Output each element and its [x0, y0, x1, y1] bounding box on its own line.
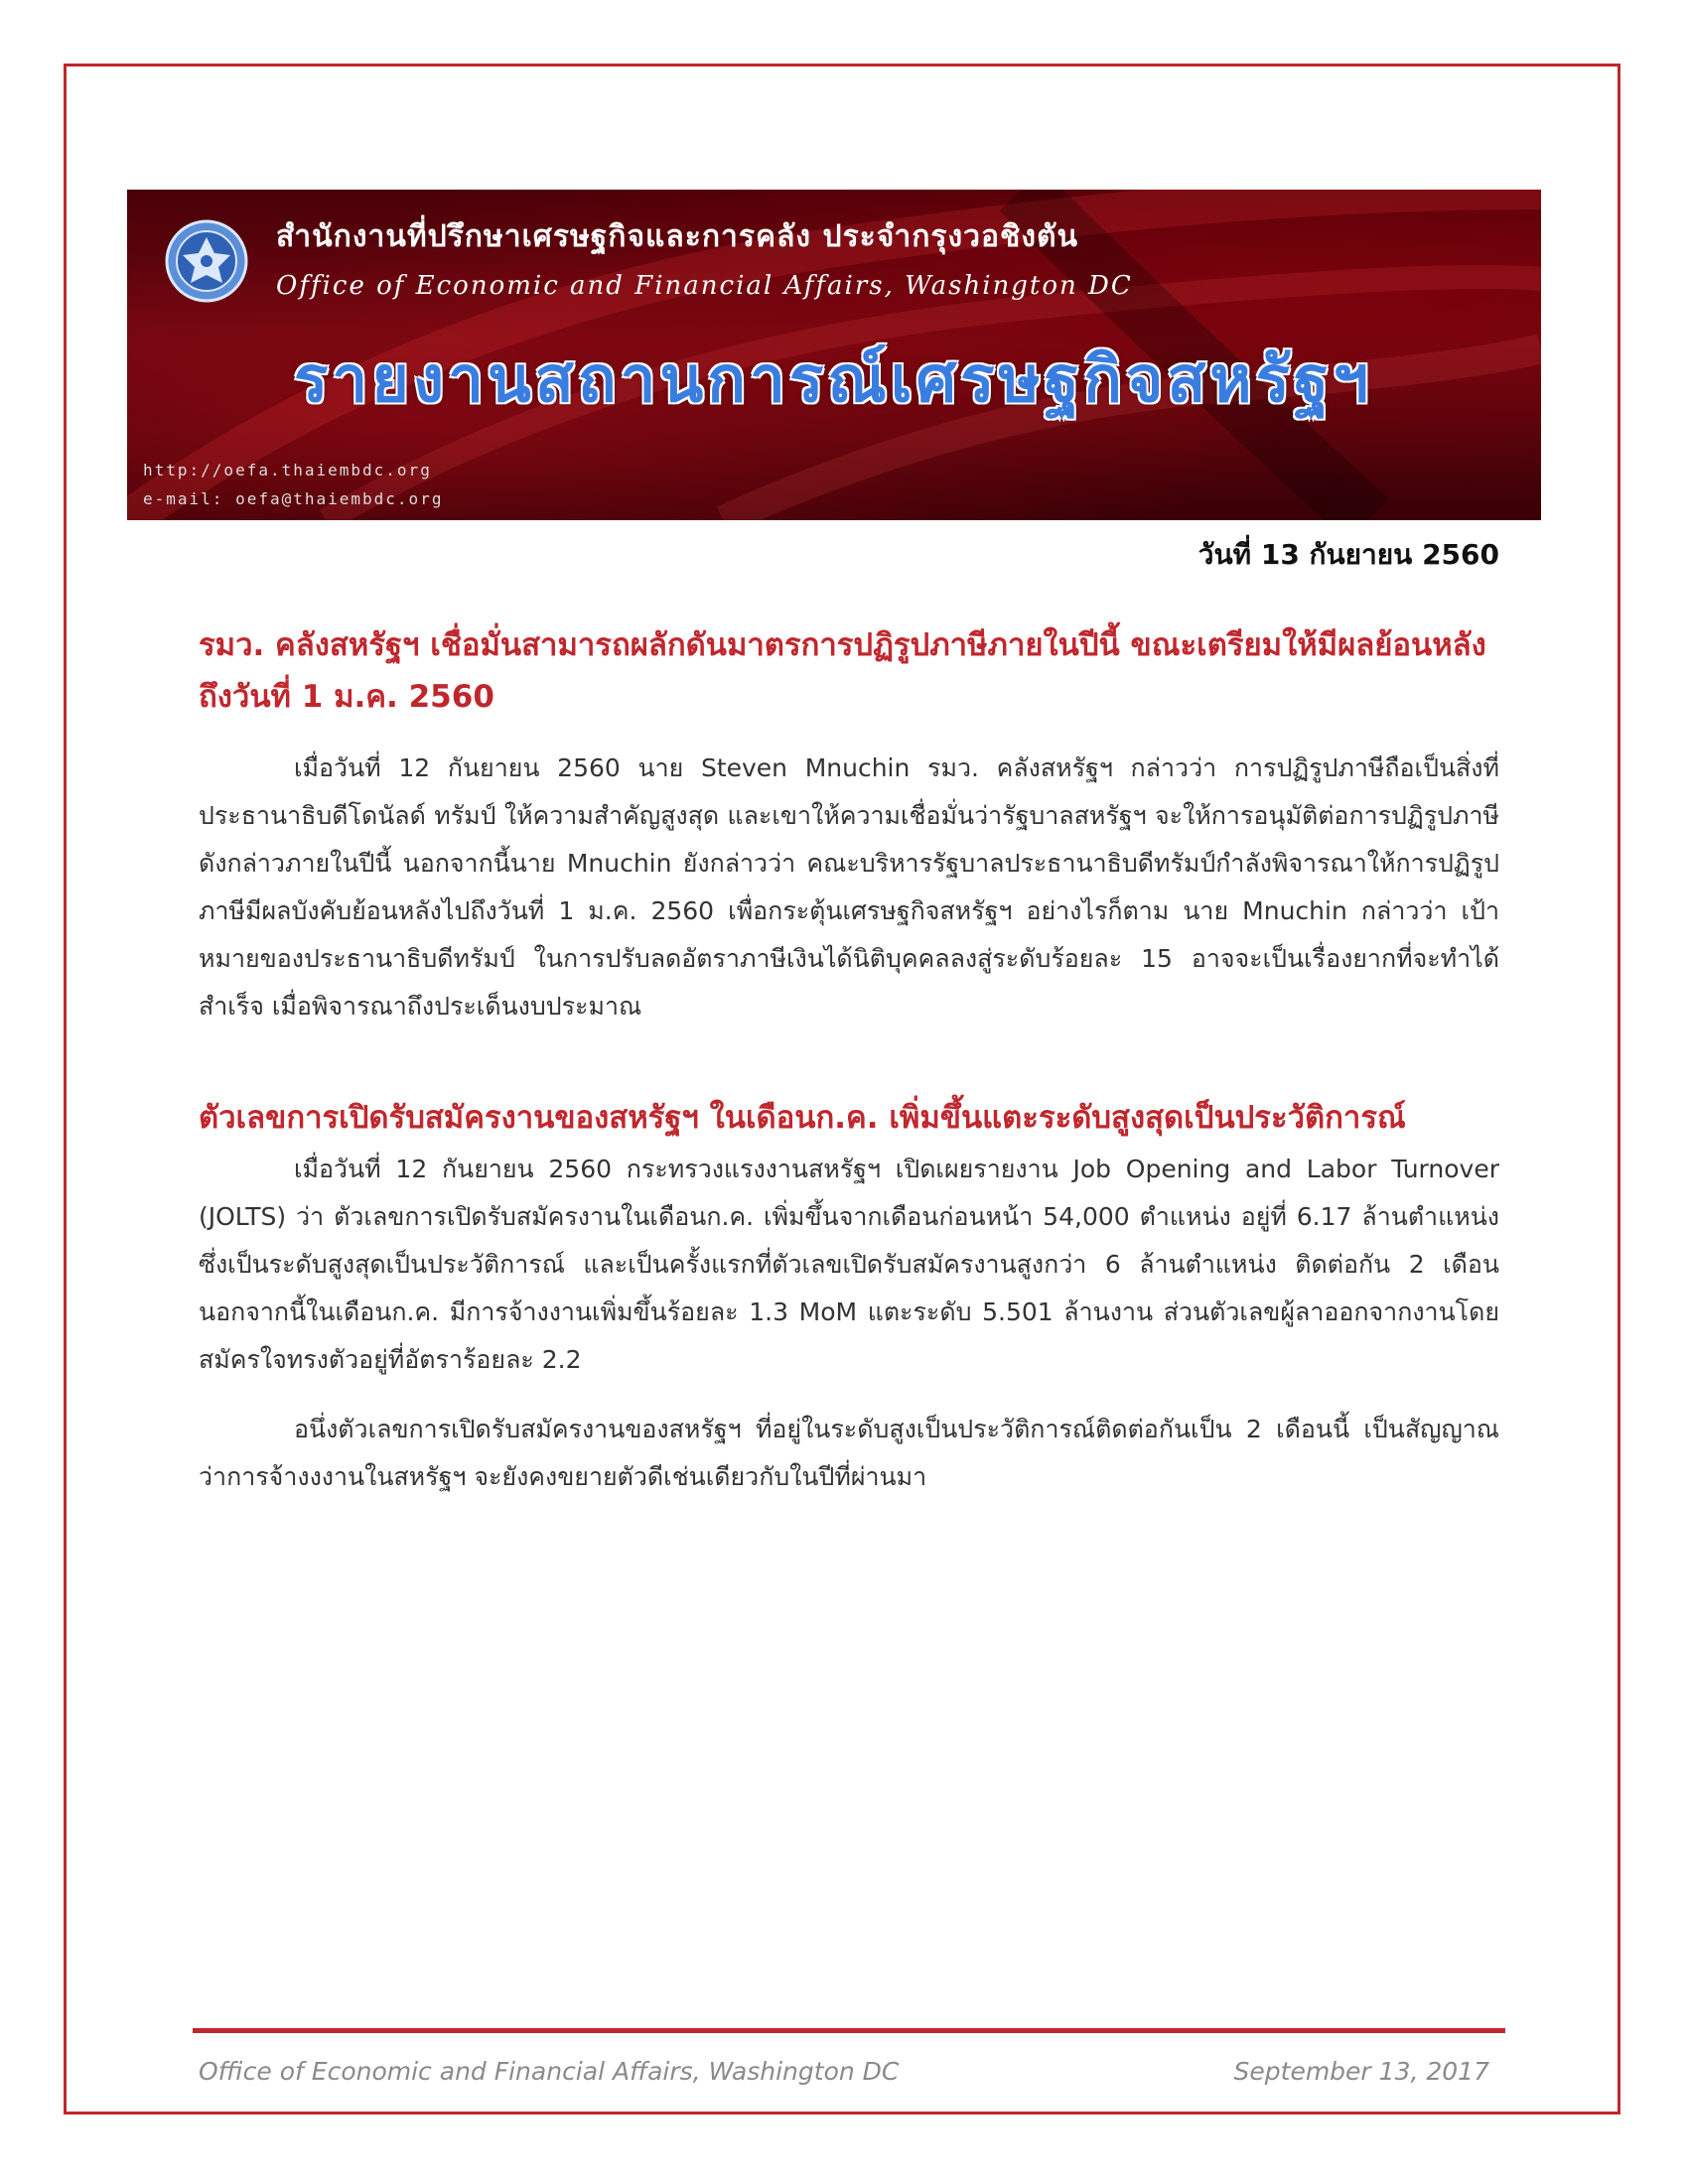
- article-headline: รมว. คลังสหรัฐฯ เชื่อมั่นสามารถผลักดันมาตรการปฏิรูปภาษีภายในปีนี้ ขณะเตรียมให้มีผลย้อนหลังถึงวันที่ 1 ม.ค. 2560: [199, 627, 1486, 715]
- report-date: วันที่ 13 กันยายน 2560: [1197, 538, 1499, 571]
- footer-date: September 13, 2017: [1233, 2057, 1489, 2086]
- banner-email[interactable]: e-mail: oefa@thaiembdc.org: [143, 489, 444, 508]
- article-paragraph: อนึ่งตัวเลขการเปิดรับสมัครงานของสหรัฐฯ ที่อยู่ในระดับสูงเป็นประวัติการณ์ติดต่อกันเป็น 2 เดือนนี้ เป็นสัญญาณว่าการจ้างงงานในสหรัฐฯ จะยังคงขยายตัวดีเช่นเดียวกับในปีที่ผ่านมา: [199, 1415, 1499, 1491]
- footer-divider: [193, 2028, 1505, 2033]
- garuda-emblem-icon: [163, 217, 250, 305]
- banner-website-url[interactable]: http://oefa.thaiembdc.org: [143, 461, 432, 479]
- header-banner: [127, 190, 1541, 520]
- article-paragraph: เมื่อวันที่ 12 กันยายน 2560 นาย Steven Mnuchin รมว. คลังสหรัฐฯ กล่าวว่า การปฏิรูปภาษีถือเป็นสิ่งที่ประธานาธิบดีโดนัลด์ ทรัมป์ ให้ความสำคัญสูงสุด และเขาให้ความเชื่อมั่นว่ารัฐบาลสหรัฐฯ จะให้การอนุมัติต่อการปฏิรูปภาษีดังกล่าวภายในปีนี้ นอกจากนี้นาย Mnuchin ยังกล่าวว่า คณะบริหารรัฐบาลประธานาธิบดีทรัมป์กำลังพิจารณาให้การปฏิรูปภาษีมีผลบังคับย้อนหลังไปถึงวันที่ 1 ม.ค. 2560 เพื่อกระตุ้นเศรษฐกิจสหรัฐฯ อย่างไรก็ตาม นาย Mnuchin กล่าวว่า เป้าหมายของประธานาธิบดีทรัมป์ ในการปรับลดอัตราภาษีเงินได้นิติบุคคลลงสู่ระดับร้อยละ 15 อาจจะเป็นเรื่องยากที่จะทำได้สำเร็จ เมื่อพิจารณาถึงประเด็นงบประมาณ: [199, 753, 1499, 1021]
- banner-report-title: รายงานสถานการณ์เศรษฐกิจสหรัฐฯ: [294, 343, 1373, 417]
- article-paragraph: เมื่อวันที่ 12 กันยายน 2560 กระทรวงแรงงานสหรัฐฯ เปิดเผยรายงาน Job Opening and Labor Turnover (JOLTS) ว่า ตัวเลขการเปิดรับสมัครงานในเดือนก.ค. เพิ่มขึ้นจากเดือนก่อนหน้า 54,000 ตำแหน่ง อยู่ที่ 6.17 ล้านตำแหน่ง ซึ่งเป็นระดับสูงสุดเป็นประวัติการณ์ และเป็นครั้งแรกที่ตัวเลขเปิดรับสมัครงานสูงกว่า 6 ล้านตำแหน่ง ติดต่อกัน 2 เดือน นอกจากนี้ในเดือนก.ค. มีการจ้างงานเพิ่มขึ้นร้อยละ 1.3 MoM แตะระดับ 5.501 ล้านงาน ส่วนตัวเลขผู้ลาออกจากงานโดยสมัครใจทรงตัวอยู่ที่อัตราร้อยละ 2.2: [199, 1155, 1499, 1374]
- article-job-openings: [199, 1092, 1499, 1523]
- article-headline: ตัวเลขการเปิดรับสมัครงานของสหรัฐฯ ในเดือนก.ค. เพิ่มขึ้นแตะระดับสูงสุดเป็นประวัติการณ์: [199, 1100, 1406, 1136]
- banner-english-org-name: Office of Economic and Financial Affairs, Washington DC: [276, 271, 1133, 301]
- footer-office-name: Office of Economic and Financial Affairs, Washington DC: [199, 2057, 900, 2086]
- article-tax-reform: [199, 619, 1499, 1052]
- banner-thai-org-name: สำนักงานที่ปรึกษาเศรษฐกิจและการคลัง ประจำกรุงวอชิงตัน: [276, 219, 1079, 254]
